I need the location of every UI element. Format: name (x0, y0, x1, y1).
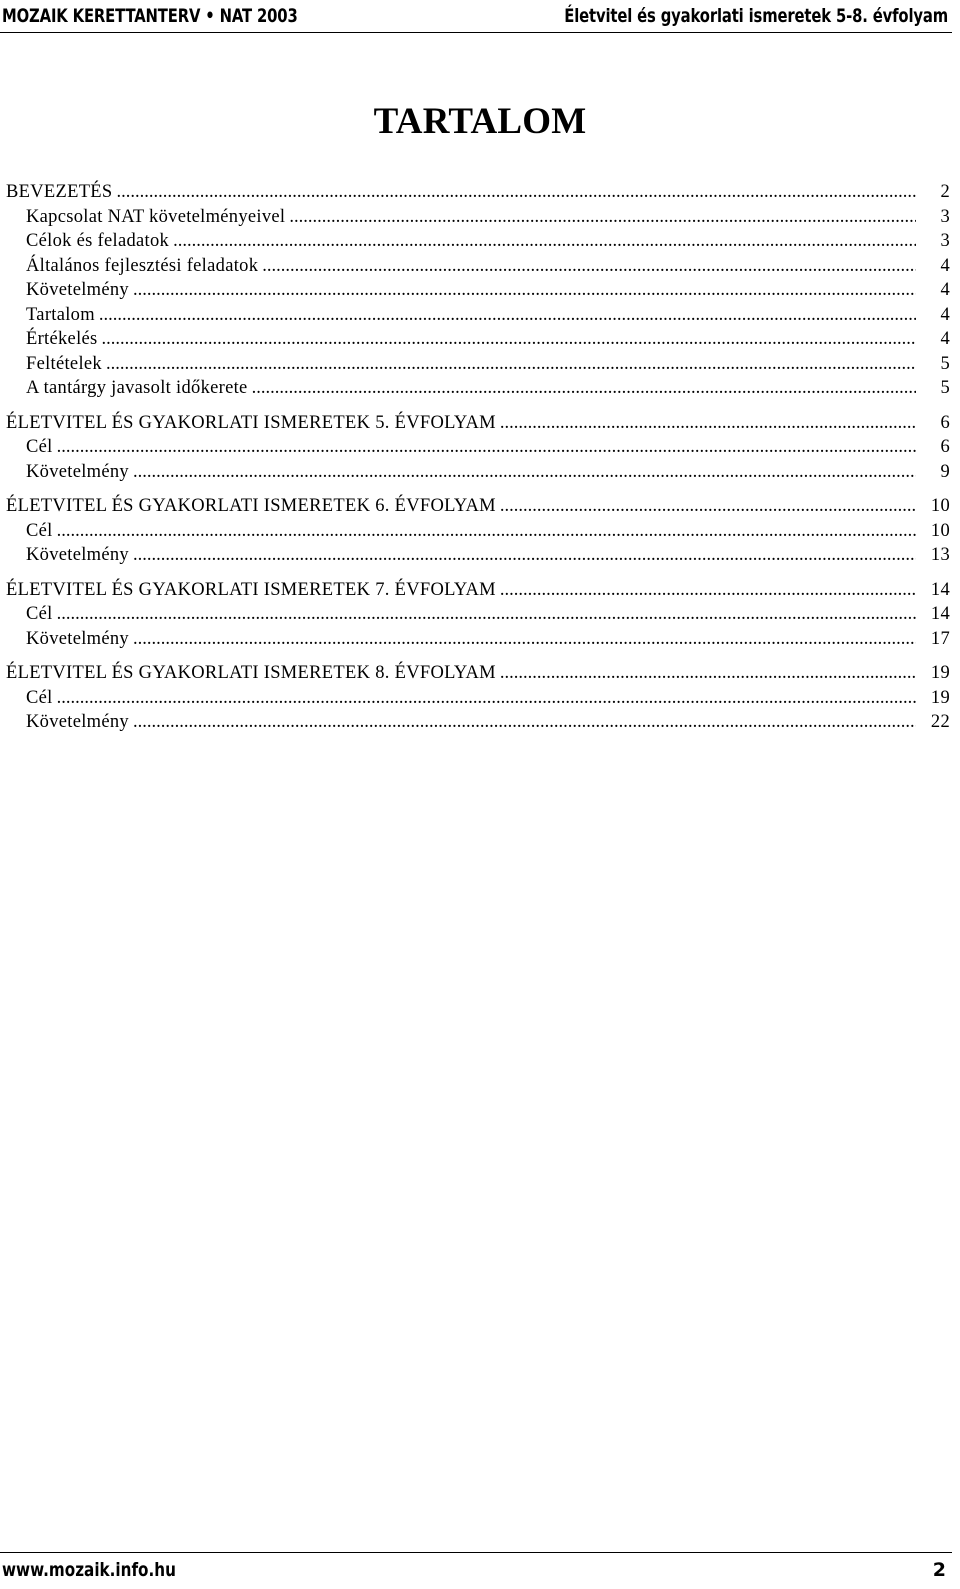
toc-entry-label: Tartalom (26, 304, 95, 325)
toc-dot-leader (57, 602, 916, 627)
toc-entry-page: 14 (930, 604, 950, 624)
toc-dot-leader (252, 376, 916, 401)
toc-entry-page: 3 (940, 206, 950, 227)
toc-dot-leader (500, 661, 916, 686)
toc-entry-page: 4 (940, 255, 950, 276)
toc-dot-leader (173, 229, 916, 254)
toc-dot-leader (500, 411, 916, 436)
toc-entry-page: 22 (930, 712, 950, 732)
toc-entry-page: 4 (940, 280, 950, 300)
toc-entry[interactable] (6, 205, 950, 230)
toc-dot-leader (57, 435, 916, 460)
toc-entry[interactable] (6, 278, 950, 303)
toc-entry[interactable] (6, 376, 950, 401)
toc-entry-page: 5 (940, 378, 950, 398)
page-title: TARTALOM (373, 101, 587, 142)
toc-entry[interactable] (6, 627, 950, 652)
toc-entry-grade-7[interactable] (6, 578, 950, 603)
toc-entry-label: ÉLETVITEL ÉS GYAKORLATI ISMERETEK 6. ÉVFOLYAM (6, 496, 496, 516)
toc-entry-page: 10 (930, 520, 950, 541)
toc-dot-leader (102, 327, 916, 352)
toc-entry-page: 4 (940, 304, 950, 325)
toc-entry[interactable] (6, 352, 950, 377)
toc-entry-label: Cél (26, 520, 53, 541)
toc-dot-leader (117, 180, 917, 205)
toc-dot-leader (133, 627, 916, 652)
toc-entry-label: ÉLETVITEL ÉS GYAKORLATI ISMERETEK 7. ÉVFOLYAM (6, 579, 496, 600)
toc-entry-label: ÉLETVITEL ÉS GYAKORLATI ISMERETEK 8. ÉVFOLYAM (6, 663, 496, 683)
toc-entry-page: 9 (940, 461, 950, 482)
toc-dot-leader (57, 686, 916, 711)
toc-entry-label: Kapcsolat NAT követelményeivel (26, 206, 286, 227)
toc-entry-label: BEVEZETÉS (6, 182, 113, 202)
toc-entry-label: Követelmény (26, 628, 129, 649)
toc-entry-page: 19 (930, 663, 950, 683)
toc-entry[interactable] (6, 460, 950, 485)
footer-page-number: 2 (932, 1559, 946, 1581)
toc-dot-leader (500, 494, 916, 519)
toc-entry-page: 19 (930, 687, 950, 708)
toc-entry-page: 4 (940, 329, 950, 349)
toc-entry-page: 5 (940, 353, 950, 374)
toc-entry-label: Általános fejlesztési feladatok (26, 255, 259, 276)
toc-entry-page: 3 (940, 231, 950, 251)
toc-entry-page: 14 (930, 579, 950, 600)
toc-entry[interactable] (6, 686, 950, 711)
table-of-contents (6, 180, 950, 735)
toc-entry[interactable] (6, 710, 950, 735)
toc-entry[interactable] (6, 519, 950, 544)
toc-entry-page: 10 (930, 496, 950, 516)
toc-dot-leader (133, 543, 916, 568)
toc-entry-page: 6 (940, 412, 950, 433)
toc-dot-leader (289, 205, 916, 230)
page-footer (0, 1552, 952, 1589)
toc-entry-label: Cél (26, 687, 53, 708)
toc-dot-leader (99, 303, 916, 328)
header-series-title: MOZAIK KERETTANTERV • NAT 2003 (2, 5, 298, 27)
toc-entry-label: Követelmény (26, 461, 129, 482)
toc-entry-label: Követelmény (26, 712, 129, 732)
toc-dot-leader (57, 519, 916, 544)
toc-entry-grade-6[interactable] (6, 494, 950, 519)
header-document-title: Életvitel és gyakorlati ismeretek 5-8. évfolyam (564, 5, 948, 27)
toc-entry-label: Célok és feladatok (26, 231, 170, 251)
toc-entry-label: ÉLETVITEL ÉS GYAKORLATI ISMERETEK 5. ÉVFOLYAM (6, 412, 496, 433)
toc-entry[interactable] (6, 303, 950, 328)
toc-entry[interactable] (6, 602, 950, 627)
toc-entry-page: 17 (930, 628, 950, 649)
toc-entry-page: 13 (930, 545, 950, 565)
footer-website-link[interactable]: www.mozaik.info.hu (2, 1559, 176, 1581)
toc-entry[interactable] (6, 543, 950, 568)
toc-entry[interactable] (6, 327, 950, 352)
toc-entry[interactable] (6, 229, 950, 254)
toc-dot-leader (500, 578, 916, 603)
toc-entry[interactable] (6, 435, 950, 460)
toc-entry[interactable] (6, 254, 950, 279)
toc-entry-label: Cél (26, 604, 53, 624)
toc-entry-grade-5[interactable] (6, 411, 950, 436)
page-header (0, 0, 952, 33)
toc-dot-leader (133, 278, 916, 303)
toc-entry-page: 6 (940, 437, 950, 457)
toc-entry-page: 2 (940, 182, 950, 202)
toc-dot-leader (133, 710, 916, 735)
toc-entry-label: Követelmény (26, 280, 129, 300)
toc-entry-bevezetes[interactable] (6, 180, 950, 205)
toc-entry-label: Cél (26, 437, 53, 457)
toc-dot-leader (133, 460, 916, 485)
toc-entry-grade-8[interactable] (6, 661, 950, 686)
toc-dot-leader (106, 352, 916, 377)
toc-dot-leader (262, 254, 916, 279)
toc-entry-label: A tantárgy javasolt időkerete (26, 378, 248, 398)
toc-entry-label: Feltételek (26, 353, 102, 374)
toc-entry-label: Értékelés (26, 329, 98, 349)
toc-entry-label: Követelmény (26, 545, 129, 565)
